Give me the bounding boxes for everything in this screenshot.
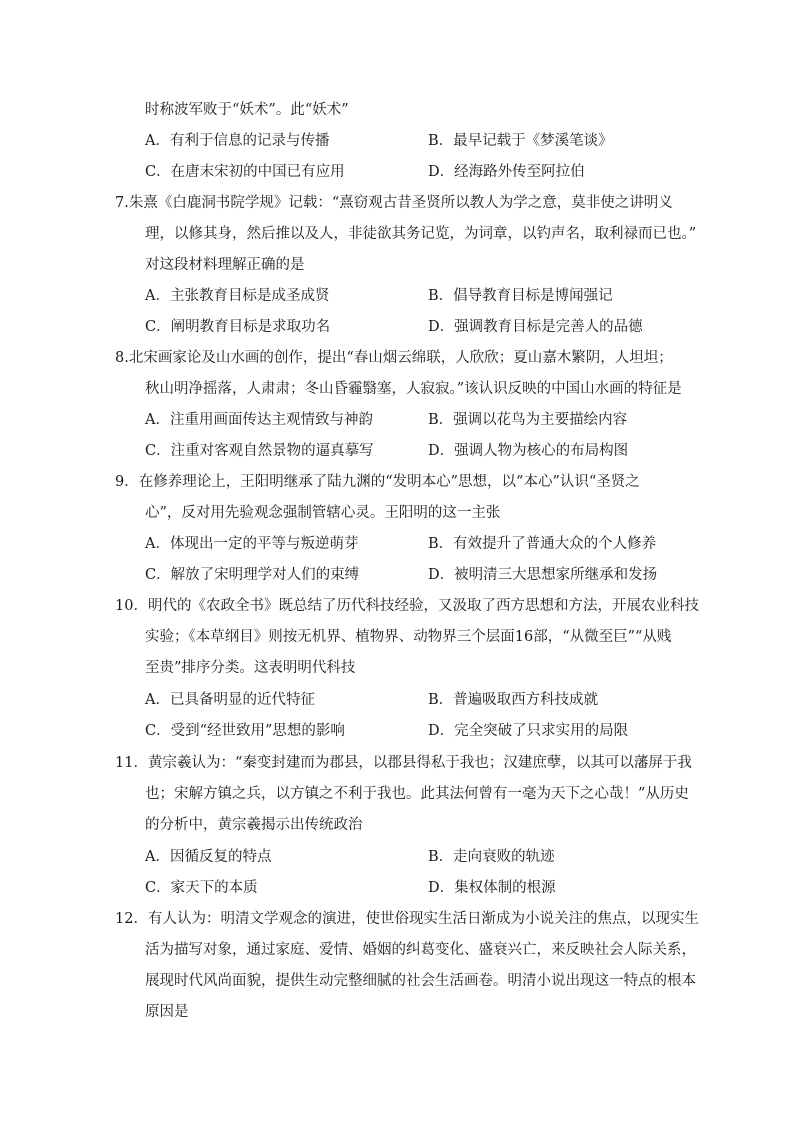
q7-option-c: C．阐明教育目标是求取功名	[145, 319, 331, 335]
q11-stem-line-1: 11．黄宗羲认为：“秦变封建而为郡县，以郡县得私于我也；汉建庶孽，以其可以藩屏于我	[115, 755, 692, 771]
q12-stem-line-1: 12．有人认为：明清文学观念的演进，使世俗现实生活日渐成为小说关注的焦点，以现实生	[115, 911, 699, 927]
q7-stem-line-3: 对这段材料理解正确的是	[145, 257, 305, 273]
q9-stem-line-2: 心”，反对用先验观念强制管辖心灵。王阳明的这一主张	[145, 505, 501, 521]
q10-option-d: D．完全突破了只求实用的局限	[428, 723, 629, 739]
q11-stem-line-2: 也；宋解方镇之兵，以方镇之不利于我也。此其法何曾有一毫为天下之心哉！”从历史	[145, 786, 689, 802]
q6-option-d: D．经海路外传至阿拉伯	[428, 164, 585, 180]
q7-option-a: A．主张教育目标是成圣成贤	[145, 288, 330, 304]
q11-option-a: A．因循反复的特点	[145, 849, 272, 865]
q8-stem-line-1: 8.北宋画家论及山水画的创作，提出“春山烟云绵联，人欣欣；夏山嘉木繁阴，人坦坦；	[115, 350, 673, 366]
q9-stem-line-1: 9．在修养理论上，王阳明继承了陆九渊的“发明本心”思想，以“本心”认识“圣贤之	[115, 474, 640, 490]
q11-stem-line-3: 的分析中，黄宗羲揭示出传统政治	[145, 817, 363, 833]
q6-option-c: C．在唐末宋初的中国已有应用	[145, 164, 345, 180]
q7-option-d: D．强调教育目标是完善人的品德	[428, 319, 643, 335]
q6-option-b: B．最早记载于《梦溪笔谈》	[428, 133, 613, 149]
q10-stem-line-3: 至贵”排序分类。这表明明代科技	[145, 660, 356, 676]
q7-stem-line-1: 7.朱熹《白鹿洞书院学规》记载：“熹窃观古昔圣贤所以教人为学之意，莫非使之讲明义	[115, 195, 673, 211]
q10-stem-line-2: 实验；《本草纲目》则按无机界、植物界、动物界三个层面16部，“从微至巨”“从贱	[145, 629, 672, 645]
q11-option-b: B．走向衰败的轨迹	[428, 849, 555, 865]
q10-option-c: C．受到“经世致用”思想的影响	[145, 723, 345, 739]
q8-option-d: D．强调人物为核心的布局构图	[428, 443, 629, 459]
q11-option-d: D．集权体制的根源	[428, 880, 556, 896]
q7-option-b: B．倡导教育目标是博闻强记	[428, 288, 613, 304]
q8-option-b: B．强调以花鸟为主要描绘内容	[428, 412, 628, 428]
q6-option-a: A．有利于信息的记录与传播	[145, 133, 330, 149]
q7-stem-line-2: 理，以修其身，然后推以及人，非徒欲其务记览，为词章，以钓声名，取利禄而已也。”	[145, 226, 697, 242]
q9-option-a: A．体现出一定的平等与叛逆萌芽	[145, 536, 359, 552]
q8-stem-line-2: 秋山明净摇落，人肃肃；冬山昏霾翳塞，人寂寂。”该认识反映的中国山水画的特征是	[145, 381, 682, 397]
q12-stem-line-3: 展现时代风尚面貌，提供生动完整细腻的社会生活画卷。明清小说出现这一特点的根本	[145, 973, 696, 989]
q11-option-c: C．家天下的本质	[145, 880, 258, 896]
q6-stem-tail: 时称波军败于“妖术”。此“妖术”	[145, 102, 349, 118]
q12-stem-line-2: 活为描写对象，通过家庭、爱情、婚姻的纠葛变化、盛衰兴亡，来反映社会人际关系，	[145, 942, 696, 958]
q9-option-d: D．被明清三大思想家所继承和发扬	[428, 567, 658, 583]
q9-option-c: C．解放了宋明理学对人们的束缚	[145, 567, 360, 583]
q8-option-c: C．注重对客观自然景物的逼真摹写	[145, 443, 374, 459]
q10-option-b: B．普遍吸取西方科技成就	[428, 692, 599, 708]
q10-stem-line-1: 10．明代的《农政全书》既总结了历代科技经验，又汲取了西方思想和方法，开展农业科技	[115, 598, 699, 614]
q9-option-b: B．有效提升了普通大众的个人修养	[428, 536, 657, 552]
q12-stem-line-4: 原因是	[145, 1004, 189, 1020]
q8-option-a: A．注重用画面传达主观情致与神韵	[145, 412, 373, 428]
q10-option-a: A．已具备明显的近代特征	[145, 692, 315, 708]
